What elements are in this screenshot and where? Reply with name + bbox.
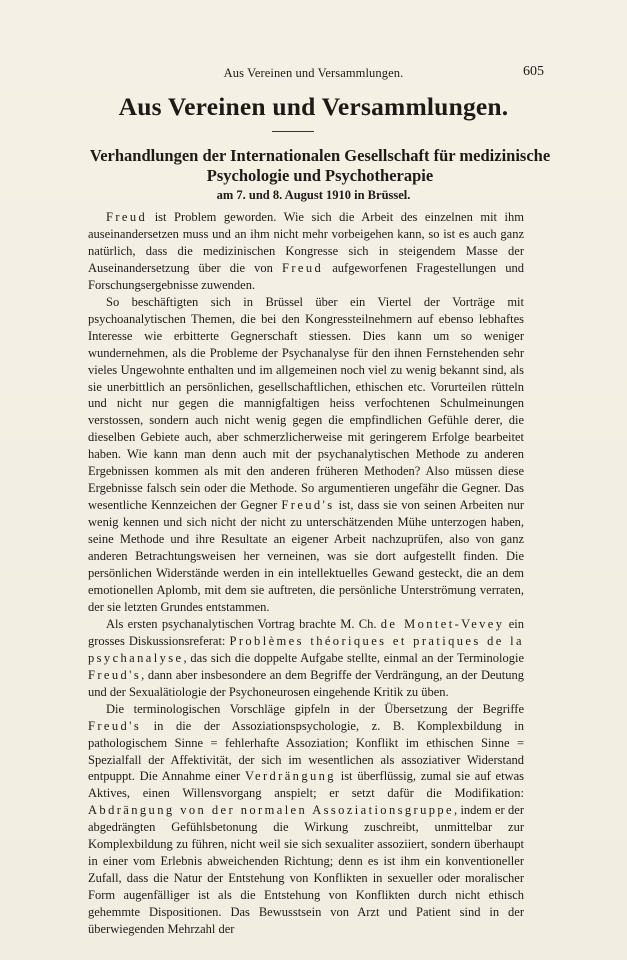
paragraph: [88, 616, 524, 701]
emphasized-text: Freud: [281, 260, 324, 275]
paragraph: [88, 209, 524, 294]
text-run: So beschäftigten sich in Brüssel über ein Viertel der Vorträge mit psychoanalytischen Themen, die bei den Kongressteilnehmern auf ebenso lebhaftes Interesse wie erbitterte Gegnerschaft stiessen. Dies kann um so weniger wundernehmen, als die Probleme der Psychanalyse für den ihnen Fernstehenden sehr vieles Ungewohnte enthalten und im allgemeinen noch viel zu wenig bekannt sind, als sie unerbittlich an persönlichen, gesellschaftlichen, ethischen etc. Vorurteilen rütteln und nicht nur gegen die mannigfaltigen heiss verfochtenen Schulmeinungen verstossen, sondern auch nicht wenig gegen die empfindlichen Gefühle derer, die dieselben Gebiete auch, aber schmerzlicherweise mit geringerem Erfolge bearbeitet haben. Wie kann man denn auch mit der psychanalytischen Methode zu anderen Ergebnissen kommen als mit den anderen früheren Methoden? Also müssen diese Ergebnisse falsch sein oder die Methode. So argumentieren ungefähr die Gegner. Das wesentliche Kennzeichen der Gegner: [88, 294, 524, 513]
text-run: aufgeworfenen Fragestellungen und Forschungsergebnisse zuwenden.: [88, 260, 524, 292]
text-run: Als ersten psychanalytischen Vortrag brachte M. Ch.: [106, 616, 381, 631]
text-run: ist, dass sie von seinen Arbeiten nur wenig kennen und sich nicht der nicht zu unterschätzenden Mühe unterzogen haben, seine Methode und ihre Resultate an eigener Arbeit nachzuprüfen, also von ganz anderen Betrachtungsweisen her verneinen, was sie dort aufgestellt finden. Die persönlichen Widerstände werden in ein intellektuelles Gewand gesteckt, die an dem emotionellen Aplomb, mit dem sie auftreten, die persönliche Unterströmung verraten, der sie letzten Grundes entstammen.: [88, 498, 524, 614]
paragraph: [88, 701, 524, 938]
text-run: ist überflüssig, zumal sie auf etwas Aktives, einen Willensvorgang anspielt; er setzt dafür die Modifikation:: [88, 769, 524, 801]
emphasized-text: Verdrängung: [244, 769, 336, 784]
text-run: , dann aber insbesondere an dem Begriffe der Verdrängung, an der Deutung und der Sexualätiologie der Psychoneurosen eingehende Kritik zu üben.: [88, 667, 524, 699]
emphasized-text: Problèmes théoriques et pratiques de la psychanalyse: [88, 633, 524, 665]
article-title: Verhandlungen der Internationalen Gesellschaft für medizinische Psychologie und Psychotherapie: [89, 146, 551, 185]
emphasized-text: Abdrängung von der normalen Assoziationsgruppe: [88, 803, 454, 818]
emphasized-text: Freud's: [281, 498, 335, 513]
running-head: [0, 66, 627, 84]
page-number: 605: [523, 64, 544, 79]
article-date: am 7. und 8. August 1910 in Brüssel.: [216, 188, 411, 202]
text-run: , das sich die doppelte Aufgabe stellte, einmal an der Terminologie: [183, 650, 524, 665]
page-title: Aus Vereinen und Versammlungen.: [118, 92, 509, 121]
emphasized-text: Freud's: [88, 718, 142, 733]
text-run: , indem er der abgedrängten Gefühlsbetonung die Wirkung zuschreibt, unmittelbar zur Komplexbildung zu führen, nicht weil sie sich sexualiter assoziiert, sondern überhaupt in einer vom Erlebnis abweichenden Richtung; denn es ist ihm ein konventioneller Zufall, dass die Natur der Entstehung von Konflikten in sexueller oder moralischer Form augenfälliger ist als die Entstehung von Konflikten durch nicht ethisch gehemmte Dispositionen. Das Bewusstsein von Arzt und Patient sind in der überwiegenden Mehrzahl der: [88, 803, 524, 937]
text-run: ein grosses Diskussionsreferat:: [88, 616, 524, 648]
emphasized-text: de Montet-Vevey: [380, 616, 505, 631]
text-run: ist Problem geworden. Wie sich die Arbeit des einzelnen mit ihm auseinandersetzen muss und an ihm nicht mehr vorbeigehen kann, so ist es auch ganz natürlich, dass die medizinischen Kongresse sich in steigendem Masse der Auseinandersetzung über die von: [88, 210, 524, 275]
text-run: in die der Assoziationspsychologie, z. B. Komplexbildung in pathologischem Sinne = fehlerhafte Assoziation; Konflikt im ethischen Sinne = Spezialfall der Affektivität, der sich im wesentlichen als assoziativer Widerstand entpuppt. Die Annahme einer: [88, 718, 524, 784]
emphasized-text: Freud: [106, 210, 148, 224]
running-title: Aus Vereinen und Versammlungen.: [223, 66, 404, 80]
article-body: [88, 209, 524, 938]
title-divider: [272, 131, 314, 132]
text-run: Die terminologischen Vorschläge gipfeln in der Übersetzung der Begriffe: [106, 701, 524, 716]
emphasized-text: Freud's: [88, 667, 142, 682]
paragraph: [88, 294, 524, 616]
